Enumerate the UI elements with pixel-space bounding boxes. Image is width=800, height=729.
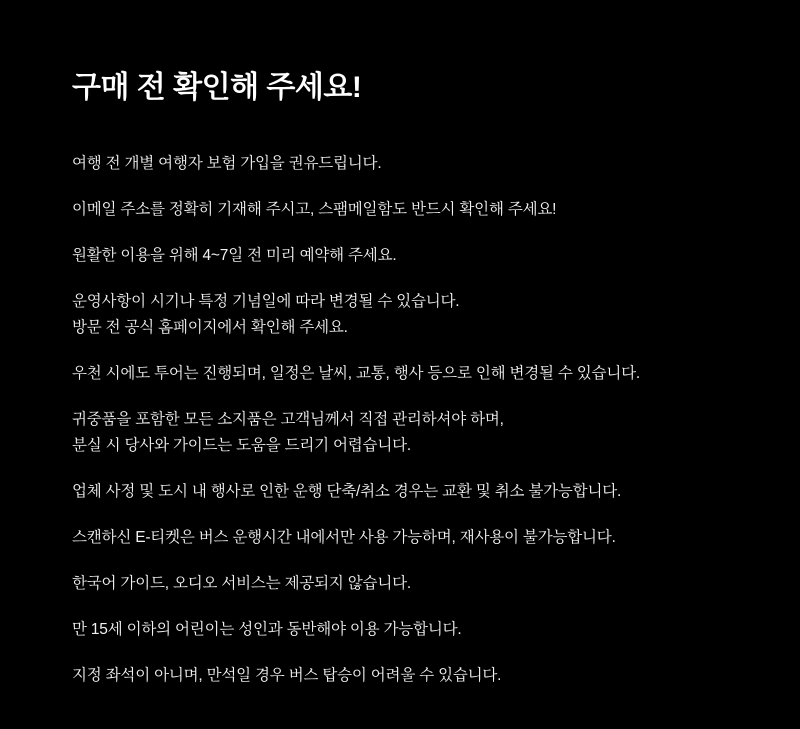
notice-list [72, 152, 728, 688]
notice-line: 만 15세 이하의 어린이는 성인과 동반해야 이용 가능합니다. [72, 621, 462, 639]
notice-line: 지정 좌석이 아니며, 만석일 경우 버스 탑승이 어려울 수 있습니다. [72, 667, 502, 685]
notice-line: 여행 전 개별 여행자 보험 가입을 권유드립니다. [72, 155, 382, 172]
list-item [72, 526, 728, 550]
notice-line: 원활한 이용을 위해 4~7일 전 미리 예약해 주세요. [72, 247, 397, 265]
notice-line: 우천 시에도 투어는 진행되며, 일정은 날씨, 교통, 행사 등으로 인해 변경될 수 있습니다. [72, 365, 640, 383]
list-item [72, 244, 728, 268]
notice-line: 한국어 가이드, 오디오 서비스는 제공되지 않습니다. [72, 575, 411, 593]
notice-line: 귀중품을 포함한 모든 소지품은 고객님께서 직접 관리하셔야 하며, [72, 411, 504, 429]
list-item [72, 664, 728, 688]
notice-line: 분실 시 당사와 가이드는 도움을 드리기 어렵습니다. [72, 437, 411, 455]
list-item [72, 290, 728, 340]
list-item [72, 198, 728, 222]
list-item [72, 480, 728, 504]
notice-line: 방문 전 공식 홈페이지에서 확인해 주세요. [72, 319, 348, 337]
notice-line: 이메일 주소를 정확히 기재해 주시고, 스팸메일함도 반드시 확인해 주세요! [72, 201, 557, 219]
page-title: 구매 전 확인해 주세요! [72, 71, 362, 104]
list-item [72, 572, 728, 596]
list-item [72, 408, 728, 458]
list-item [72, 152, 728, 176]
notice-line: 운영사항이 시기나 특정 기념일에 따라 변경될 수 있습니다. [72, 293, 460, 311]
list-item [72, 362, 728, 386]
list-item [72, 618, 728, 642]
notice-line: 업체 사정 및 도시 내 행사로 인한 운행 단축/취소 경우는 교환 및 취소 불가능합니다. [72, 483, 622, 501]
notice-line: 스캔하신 E-티켓은 버스 운행시간 내에서만 사용 가능하며, 재사용이 불가능합니다. [72, 529, 616, 547]
